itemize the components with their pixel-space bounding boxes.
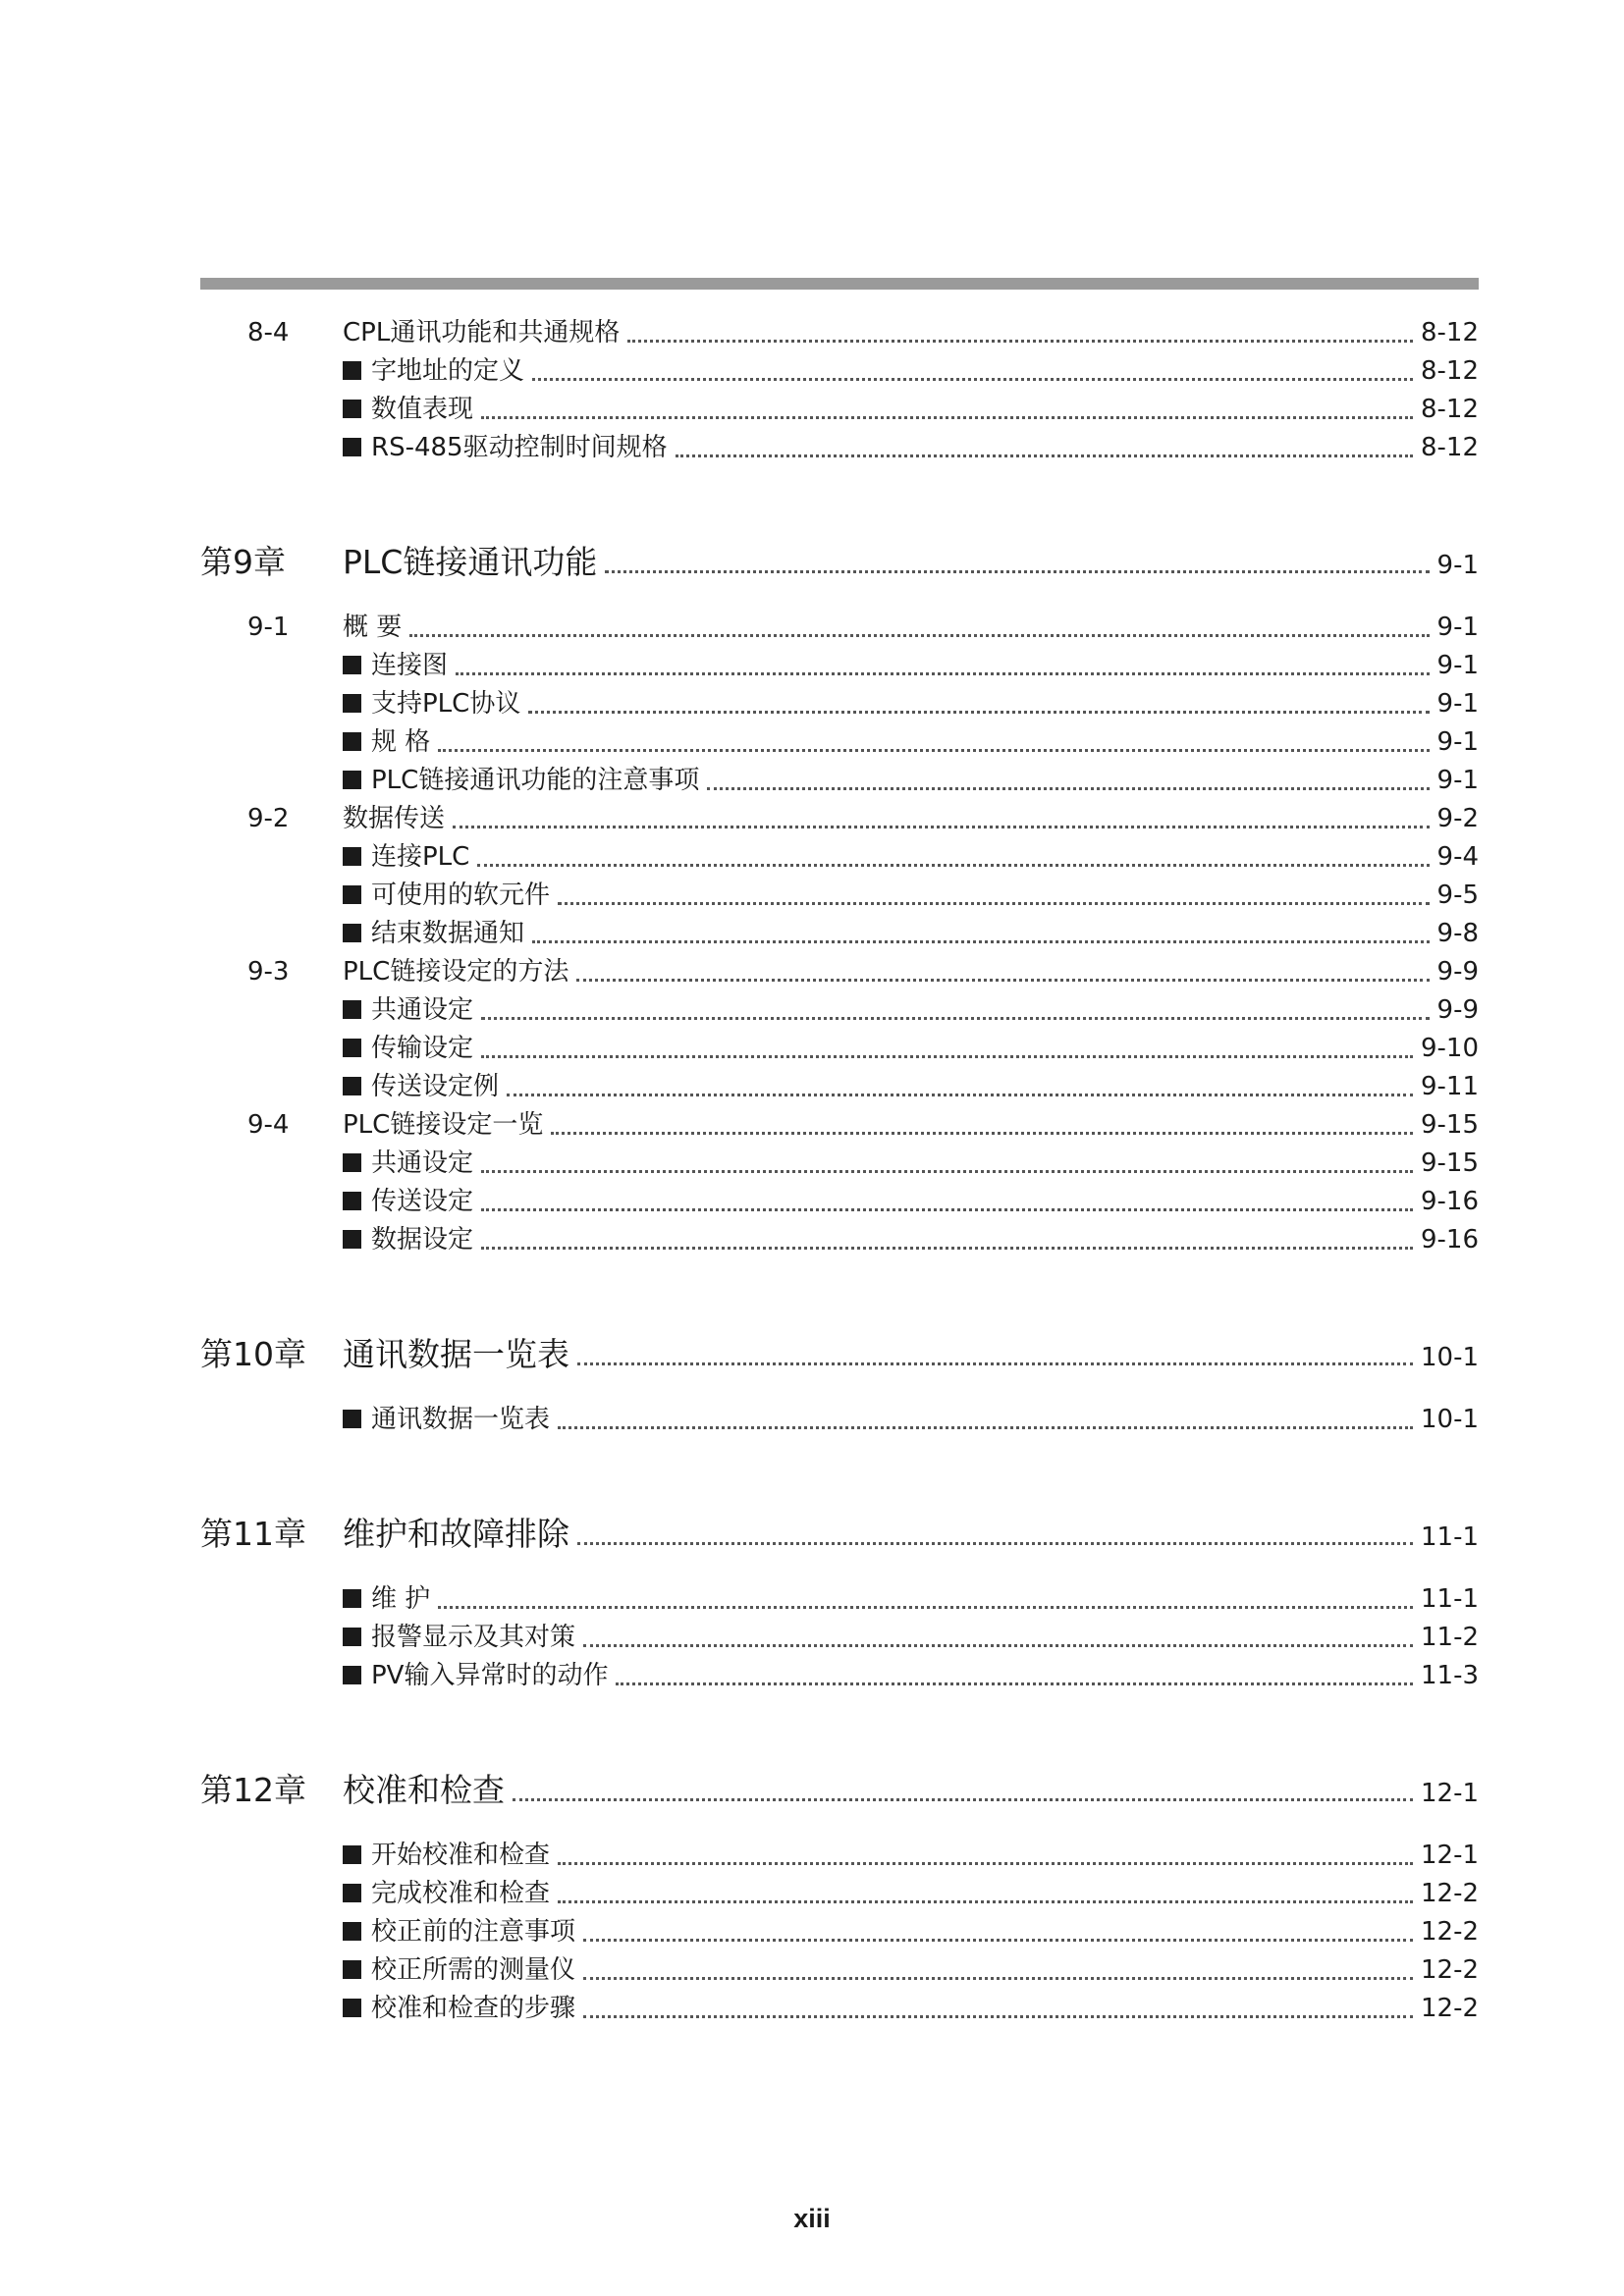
entry-page: 12-2 — [1420, 1917, 1479, 1947]
entry-title — [343, 1401, 558, 1439]
toc-subentry[interactable] — [200, 762, 1479, 800]
entry-page: 12-2 — [1420, 1879, 1479, 1908]
entry-title — [343, 877, 558, 915]
entry-title — [343, 1145, 481, 1183]
entry-title-text: 数据设定 — [371, 1225, 474, 1255]
entry-page: 9-9 — [1436, 957, 1479, 987]
entry-page: 9-5 — [1436, 881, 1479, 910]
square-bullet-icon — [343, 1922, 361, 1941]
entry-title-text: 规 格 — [371, 727, 431, 757]
toc-section-entry[interactable] — [200, 1106, 1479, 1145]
square-bullet-icon — [343, 438, 361, 456]
entry-title-text: 校正前的注意事项 — [371, 1917, 576, 1947]
toc-subentry[interactable] — [200, 838, 1479, 877]
table-of-contents — [200, 314, 1479, 2028]
toc-subentry[interactable] — [200, 685, 1479, 723]
dot-leader — [558, 1900, 1413, 1903]
chapter-spacer — [200, 1817, 1479, 1837]
toc-subentry[interactable] — [200, 647, 1479, 685]
square-bullet-icon — [343, 924, 361, 942]
entry-title-text: 维 护 — [371, 1584, 431, 1614]
entry-title-text: 校准和检查的步骤 — [371, 1994, 576, 2023]
chapter-spacer — [200, 1561, 1479, 1580]
toc-section-entry[interactable] — [200, 609, 1479, 647]
entry-title — [343, 429, 676, 467]
entry-title-text: 连接图 — [371, 651, 449, 680]
toc-subentry[interactable] — [200, 1068, 1479, 1106]
entry-title-text: 数值表现 — [371, 395, 474, 424]
square-bullet-icon — [343, 1628, 361, 1646]
chapter-entry[interactable] — [200, 1328, 1479, 1381]
entry-title-text: 报警显示及其对策 — [371, 1623, 576, 1652]
entry-title — [343, 1106, 551, 1145]
dot-leader — [528, 711, 1429, 714]
entry-title — [343, 685, 528, 723]
entry-page: 12-2 — [1420, 1994, 1479, 2023]
entry-page: 9-1 — [1436, 613, 1479, 642]
toc-subentry[interactable] — [200, 1145, 1479, 1183]
dot-leader — [558, 902, 1430, 905]
dot-leader — [438, 1606, 1413, 1609]
toc-subentry[interactable] — [200, 1580, 1479, 1619]
entry-title — [343, 1657, 616, 1695]
entry-title — [343, 800, 453, 838]
square-bullet-icon — [343, 1077, 361, 1095]
entry-title — [343, 1221, 481, 1259]
entry-page: 12-2 — [1420, 1955, 1479, 1985]
dot-leader — [532, 940, 1430, 943]
square-bullet-icon — [343, 694, 361, 713]
dot-leader — [532, 378, 1413, 381]
chapter-entry[interactable] — [200, 536, 1479, 589]
entry-title-text: 通讯数据一览表 — [371, 1405, 551, 1434]
entry-title — [343, 314, 627, 352]
entry-title — [343, 1183, 481, 1221]
entry-title-text: 传输设定 — [371, 1034, 474, 1063]
square-bullet-icon — [343, 1000, 361, 1019]
entry-title — [343, 1951, 583, 1990]
square-bullet-icon — [343, 771, 361, 789]
dot-leader — [707, 787, 1429, 790]
square-bullet-icon — [343, 361, 361, 380]
entry-title-text: 支持PLC协议 — [371, 689, 521, 719]
section-number: 9-1 — [247, 613, 290, 642]
entry-title-text: 数据传送 — [343, 804, 446, 833]
entry-title-text: 共通设定 — [371, 1148, 474, 1178]
entry-title-text: CPL通讯功能和共通规格 — [343, 318, 621, 347]
entry-title — [343, 609, 409, 647]
dot-leader — [583, 1977, 1413, 1980]
entry-page: 9-16 — [1420, 1225, 1479, 1255]
entry-title-text: 结束数据通知 — [371, 919, 525, 948]
chapter-title: 通讯数据一览表 — [343, 1335, 569, 1373]
dot-leader — [481, 416, 1413, 419]
section-spacer — [200, 467, 1479, 536]
section-number: 9-4 — [247, 1110, 290, 1140]
entry-page: 9-1 — [1436, 727, 1479, 757]
dot-leader — [576, 979, 1429, 982]
dot-leader — [477, 864, 1429, 867]
toc-section-entry[interactable] — [200, 953, 1479, 991]
entry-page: 8-12 — [1420, 356, 1479, 386]
entry-page: 9-15 — [1420, 1148, 1479, 1178]
square-bullet-icon — [343, 400, 361, 418]
entry-page: 9-8 — [1436, 919, 1479, 948]
toc-subentry[interactable] — [200, 723, 1479, 762]
entry-title — [343, 647, 456, 685]
toc-subentry[interactable] — [200, 915, 1479, 953]
chapter-page: 12-1 — [1420, 1779, 1479, 1808]
entry-title-text: PV输入异常时的动作 — [371, 1661, 609, 1690]
toc-subentry[interactable] — [200, 1951, 1479, 1990]
square-bullet-icon — [343, 1960, 361, 1979]
entry-title — [343, 953, 576, 991]
chapter-title: PLC链接通讯功能 — [343, 543, 598, 581]
dot-leader — [481, 1208, 1413, 1211]
entry-title — [343, 762, 707, 800]
entry-title — [343, 391, 481, 429]
dot-leader — [481, 1170, 1413, 1173]
toc-subentry[interactable] — [200, 429, 1479, 467]
entry-page: 9-11 — [1420, 1072, 1479, 1101]
toc-subentry[interactable] — [200, 1401, 1479, 1439]
chapter-page: 10-1 — [1420, 1343, 1479, 1372]
square-bullet-icon — [343, 1589, 361, 1608]
entry-title-text: 字地址的定义 — [371, 356, 525, 386]
dot-leader — [627, 340, 1413, 343]
entry-page: 11-1 — [1420, 1584, 1479, 1614]
chapter-spacer — [200, 1381, 1479, 1401]
entry-title-text: 传送设定例 — [371, 1072, 500, 1101]
chapter-entry[interactable] — [200, 1508, 1479, 1561]
square-bullet-icon — [343, 1666, 361, 1684]
chapter-number: 第11章 — [200, 1515, 306, 1553]
entry-page: 9-10 — [1420, 1034, 1479, 1063]
chapter-page: 9-1 — [1436, 551, 1479, 580]
dot-leader — [438, 749, 1429, 752]
toc-subentry[interactable] — [200, 391, 1479, 429]
entry-page: 9-1 — [1436, 766, 1479, 795]
square-bullet-icon — [343, 1845, 361, 1864]
dot-leader — [558, 1426, 1413, 1429]
entry-title-text: 传送设定 — [371, 1187, 474, 1216]
entry-page: 10-1 — [1420, 1405, 1479, 1434]
entry-title — [343, 1030, 481, 1068]
section-spacer — [200, 1259, 1479, 1328]
dot-leader — [577, 1542, 1413, 1545]
toc-subentry[interactable] — [200, 1183, 1479, 1221]
entry-title — [343, 915, 532, 953]
entry-title-text: PLC链接通讯功能的注意事项 — [371, 766, 700, 795]
entry-title — [343, 1619, 583, 1657]
entry-title — [343, 352, 532, 391]
entry-title-text: RS-485驱动控制时间规格 — [371, 433, 668, 462]
square-bullet-icon — [343, 1153, 361, 1172]
chapter-spacer — [200, 589, 1479, 609]
square-bullet-icon — [343, 656, 361, 674]
toc-subentry[interactable] — [200, 991, 1479, 1030]
entry-title — [343, 1875, 558, 1913]
entry-title — [343, 1068, 507, 1106]
dot-leader — [453, 826, 1430, 828]
toc-section-entry[interactable] — [200, 800, 1479, 838]
section-number: 8-4 — [247, 318, 290, 347]
chapter-title: 维护和故障排除 — [343, 1515, 569, 1553]
toc-subentry[interactable] — [200, 1030, 1479, 1068]
dot-leader — [583, 1939, 1413, 1942]
entry-title-text: PLC链接设定的方法 — [343, 957, 569, 987]
dot-leader — [676, 454, 1413, 457]
entry-page: 12-1 — [1420, 1841, 1479, 1870]
toc-subentry[interactable] — [200, 877, 1479, 915]
entry-page: 8-12 — [1420, 318, 1479, 347]
dot-leader — [577, 1362, 1413, 1365]
page-number: xiii — [793, 2204, 831, 2233]
toc-subentry[interactable] — [200, 1837, 1479, 1875]
entry-page: 9-15 — [1420, 1110, 1479, 1140]
section-number: 9-2 — [247, 804, 290, 833]
entry-page: 9-2 — [1436, 804, 1479, 833]
square-bullet-icon — [343, 885, 361, 904]
square-bullet-icon — [343, 1884, 361, 1902]
dot-leader — [481, 1017, 1430, 1020]
entry-page: 11-3 — [1420, 1661, 1479, 1690]
section-spacer — [200, 1695, 1479, 1764]
entry-title-text: 开始校准和检查 — [371, 1841, 551, 1870]
entry-title-text: 校正所需的测量仪 — [371, 1955, 576, 1985]
dot-leader — [409, 634, 1429, 637]
square-bullet-icon — [343, 1230, 361, 1249]
toc-subentry[interactable] — [200, 1657, 1479, 1695]
entry-title — [343, 991, 481, 1030]
section-spacer — [200, 1439, 1479, 1508]
chapter-entry[interactable] — [200, 1764, 1479, 1817]
entry-page: 8-12 — [1420, 433, 1479, 462]
square-bullet-icon — [343, 1192, 361, 1210]
chapter-number: 第10章 — [200, 1335, 306, 1373]
entry-title-text: 概 要 — [343, 613, 403, 642]
header-rule — [200, 278, 1479, 290]
dot-leader — [605, 570, 1429, 573]
dot-leader — [551, 1132, 1413, 1135]
dot-leader — [513, 1798, 1413, 1801]
entry-title-text: 连接PLC — [371, 842, 470, 872]
square-bullet-icon — [343, 732, 361, 751]
entry-page: 9-1 — [1436, 689, 1479, 719]
chapter-number: 第9章 — [200, 543, 286, 581]
square-bullet-icon — [343, 1999, 361, 2017]
toc-subentry[interactable] — [200, 352, 1479, 391]
chapter-page: 11-1 — [1420, 1522, 1479, 1552]
chapter-number: 第12章 — [200, 1771, 306, 1809]
square-bullet-icon — [343, 1039, 361, 1057]
dot-leader — [456, 672, 1430, 675]
section-number: 9-3 — [247, 957, 290, 987]
toc-subentry[interactable] — [200, 1990, 1479, 2028]
entry-page: 11-2 — [1420, 1623, 1479, 1652]
toc-subentry[interactable] — [200, 1913, 1479, 1951]
entry-page: 9-1 — [1436, 651, 1479, 680]
entry-title-text: PLC链接设定一览 — [343, 1110, 544, 1140]
toc-subentry[interactable] — [200, 1221, 1479, 1259]
square-bullet-icon — [343, 1410, 361, 1428]
toc-subentry[interactable] — [200, 1875, 1479, 1913]
entry-title-text: 共通设定 — [371, 995, 474, 1025]
square-bullet-icon — [343, 847, 361, 866]
dot-leader — [481, 1247, 1413, 1250]
entry-title-text: 完成校准和检查 — [371, 1879, 551, 1908]
dot-leader — [616, 1682, 1413, 1685]
entry-title — [343, 1580, 438, 1619]
dot-leader — [507, 1094, 1413, 1096]
toc-section-entry[interactable] — [200, 314, 1479, 352]
entry-title — [343, 1837, 558, 1875]
dot-leader — [583, 1644, 1413, 1647]
entry-title — [343, 838, 477, 877]
entry-page: 9-4 — [1436, 842, 1479, 872]
entry-title — [343, 1990, 583, 2028]
toc-subentry[interactable] — [200, 1619, 1479, 1657]
entry-page: 9-9 — [1436, 995, 1479, 1025]
dot-leader — [558, 1862, 1413, 1865]
entry-page: 9-16 — [1420, 1187, 1479, 1216]
entry-title — [343, 723, 438, 762]
chapter-title: 校准和检查 — [343, 1771, 505, 1809]
entry-title — [343, 1913, 583, 1951]
dot-leader — [583, 2015, 1413, 2018]
entry-page: 8-12 — [1420, 395, 1479, 424]
entry-title-text: 可使用的软元件 — [371, 881, 551, 910]
dot-leader — [481, 1055, 1413, 1058]
